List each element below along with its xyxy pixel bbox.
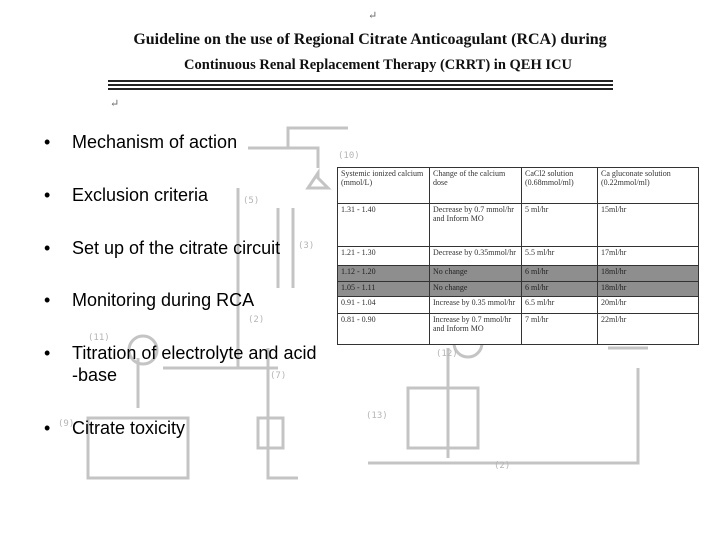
- table-cell: 5.5 ml/hr: [522, 246, 598, 265]
- guideline-title-line1: Guideline on the use of Regional Citrate Anticoagulant (RCA) during: [133, 31, 607, 48]
- diagram-label: (12): [436, 349, 458, 359]
- table-cell: 0.81 - 0.90: [338, 314, 430, 345]
- table-cell: 18ml/hr: [598, 281, 699, 296]
- table-header-row: [338, 168, 699, 204]
- list-item-text: Exclusion criteria: [72, 185, 209, 205]
- list-item-text: Titration of electrolyte and acid -base: [72, 343, 317, 385]
- table-cell: 5 ml/hr: [522, 203, 598, 246]
- table-row: [338, 296, 699, 313]
- table-row: [338, 314, 699, 345]
- table-cell: 6 ml/hr: [522, 281, 598, 296]
- bullet-icon: •: [44, 185, 51, 205]
- list-item: [38, 184, 358, 206]
- table-cell: 1.12 - 1.20: [338, 266, 430, 281]
- table-row: [338, 246, 699, 265]
- table-cell: 15ml/hr: [598, 203, 699, 246]
- table-cell: 1.21 - 1.30: [338, 246, 430, 265]
- table-cell: Decrease by 0.35mmol/hr: [430, 246, 522, 265]
- table-cell: 1.31 - 1.40: [338, 203, 430, 246]
- diagram-label: (3): [298, 241, 315, 251]
- list-item-text: Set up of the citrate circuit: [72, 238, 281, 258]
- table-cell: Decrease by 0.7 mmol/hr and Inform MO: [430, 203, 522, 246]
- return-mark-icon: ↵: [368, 9, 378, 22]
- table-cell: 18ml/hr: [598, 266, 699, 281]
- column-header: Systemic ionized calcium (mmol/L): [338, 168, 430, 204]
- diagram-label: (2): [248, 315, 265, 325]
- table-cell: No change: [430, 281, 522, 296]
- document-header: [0, 0, 720, 110]
- table-cell: 0.91 - 1.04: [338, 296, 430, 313]
- column-header: CaCl2 solution (0.68mmol/ml): [522, 168, 598, 204]
- bullet-icon: •: [44, 132, 51, 152]
- column-header: Ca gluconate solution (0.22mmol/ml): [598, 168, 699, 204]
- list-item-text: Mechanism of action: [72, 132, 238, 152]
- diagram-label: (10): [338, 151, 360, 161]
- table-cell: 7 ml/hr: [522, 314, 598, 345]
- list-item: [38, 417, 358, 439]
- bullet-icon: •: [44, 418, 51, 438]
- table-cell: 6 ml/hr: [522, 266, 598, 281]
- list-item: [38, 289, 358, 311]
- diagram-label: (2): [494, 461, 511, 471]
- table-row-highlighted: [338, 266, 699, 281]
- diagram-label: (7): [270, 371, 287, 381]
- diagram-label: (13): [366, 411, 388, 421]
- list-item-text: Citrate toxicity: [72, 418, 186, 438]
- table-cell: 22ml/hr: [598, 314, 699, 345]
- diagram-label: (9): [58, 419, 75, 429]
- bullet-icon: •: [44, 343, 51, 363]
- table-cell: 20ml/hr: [598, 296, 699, 313]
- table-cell: Increase by 0.7 mmol/hr and Inform MO: [430, 314, 522, 345]
- diagram-label: (11): [88, 333, 110, 343]
- table-cell: 17ml/hr: [598, 246, 699, 265]
- return-mark-icon: ↵: [110, 97, 120, 110]
- table-cell: Increase by 0.35 mmol/hr: [430, 296, 522, 313]
- list-item: [38, 342, 358, 386]
- list-item: [38, 131, 358, 153]
- bullet-icon: •: [44, 238, 51, 258]
- divider-line: [108, 84, 613, 86]
- divider-line: [108, 80, 613, 82]
- column-header: Change of the calcium dose: [430, 168, 522, 204]
- table-row-highlighted: [338, 281, 699, 296]
- diagram-label: (5): [243, 196, 260, 206]
- calcium-titration-table: [337, 167, 699, 345]
- table-cell: No change: [430, 266, 522, 281]
- guideline-title-line2: Continuous Renal Replacement Therapy (CRRT) in QEH ICU: [184, 57, 572, 73]
- table-row: [338, 203, 699, 246]
- list-item-text: Monitoring during RCA: [72, 290, 255, 310]
- list-item: [38, 237, 358, 259]
- table-cell: 1.05 - 1.11: [338, 281, 430, 296]
- bullet-icon: •: [44, 290, 51, 310]
- table-cell: 6.5 ml/hr: [522, 296, 598, 313]
- divider-line: [108, 88, 613, 90]
